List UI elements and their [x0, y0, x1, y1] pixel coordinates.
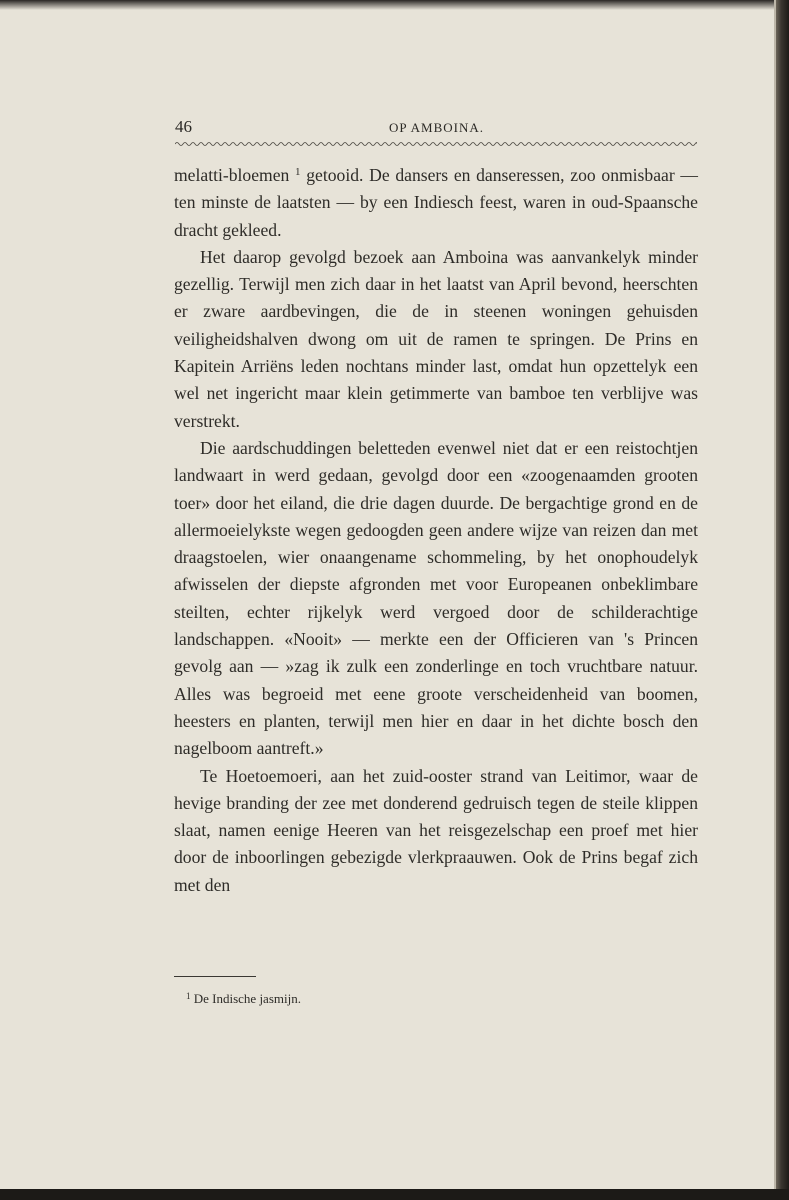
paragraph-3: Die aardschuddingen beletteden evenwel niet dat er een reistochtjen landwaart in werd gedaan, gevolgd door een «zoogenaamden grooten toer» door het eiland, die drie dagen duurde. De bergachtige grond en de allermoeielykste wegen gedoogden geen andere wijze van reizen dan met draagstoelen, wier onaangename schommeling, by het onophoudelyk afwisselen der diepste afgronden met voor Europeanen onbeklimbare steilten, echter rijkelyk werd vergoed door de schilderachtige landschappen. «Nooit» — merkte een der Officieren van 's Princen gevolg aan — »zag ik zulk een zonderlinge en toch vruchtbare natuur. Alles was begroeid met eene groote verscheidenheid van boomen, heesters en planten, terwijl men hier en daar in het dichte bosch den nagelboom aantreft.» — [174, 437, 698, 759]
paragraph-1-start: melatti-bloemen — [174, 165, 290, 185]
paragraph-1 — [174, 162, 698, 244]
footnote-rule — [174, 976, 256, 977]
page-header — [175, 117, 695, 141]
body-text — [174, 162, 698, 899]
page-bottom-shadow — [0, 1189, 789, 1200]
wavy-rule — [175, 141, 697, 149]
footnote-text: De Indische jasmijn. — [193, 991, 301, 1006]
page-edge-shadow — [776, 0, 789, 1200]
footnote-marker: 1 — [186, 991, 191, 1001]
running-head: OP AMBOINA. — [389, 120, 485, 135]
paragraph-1-rest: getooid. De dansers en danseressen, zoo onmisbaar — ten minste de laatsten — by een Indiesch feest, waren in oud-Spaansche dracht gekleed. — [174, 165, 698, 240]
page-number: 46 — [175, 117, 192, 136]
footnote — [186, 991, 586, 1007]
paragraph-4: Te Hoetoemoeri, aan het zuid-ooster strand van Leitimor, waar de hevige branding der zee met donderend gedruisch tegen de steile klippen slaat, namen eenige Heeren van het reisgezelschap een proef met hier door de inboorlingen gebezigde vlerkpraauwen. Ook de Prins begaf zich met den — [174, 765, 698, 895]
footnote-reference: 1 — [295, 166, 301, 178]
paragraph-2: Het daarop gevolgd bezoek aan Amboina was aanvankelyk minder gezellig. Terwijl men zich daar in het laatst van April bevond, heerschten er zware aardbevingen, die de in steenen woningen gehuisden veiligheidshalven dwong om uit de ramen te springen. De Prins en Kapitein Arriëns leden nochtans minder last, omdat hun opzettelyk een wel net ingericht maar klein getimmerte van bamboe ten verblijve was verstrekt. — [174, 246, 698, 431]
